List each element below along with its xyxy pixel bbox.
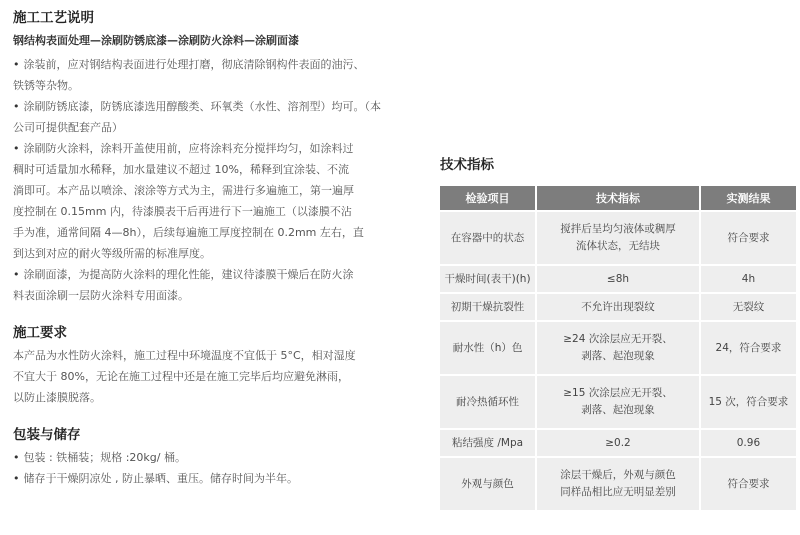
specs-table	[438, 184, 798, 512]
table-row	[440, 266, 796, 292]
cell-item: 耐冷热循环性	[440, 376, 535, 428]
cell-spec-line: ≤8h	[606, 272, 630, 285]
construction-bullet-line: 度控制在 0.15mm 内，待漆膜表干后再进行下一遍施工（以漆膜不沾	[13, 205, 352, 218]
table-row	[440, 458, 796, 510]
cell-spec	[537, 294, 699, 320]
cell-spec	[537, 458, 699, 510]
cell-item: 粘结强度 /Mpa	[440, 430, 535, 456]
construction-bullet-line: 到达到对应的耐火等级所需的标准厚度。	[13, 247, 211, 260]
cell-result: 15 次，符合要求	[701, 376, 796, 428]
cell-spec	[537, 430, 699, 456]
construction-bullet-line: 淌即可。本产品以喷涂、滚涂等方式为主，需进行多遍施工，第一遍厚	[13, 184, 354, 197]
header-spec: 技术指标	[537, 186, 699, 210]
construction-bullet-line: • 涂装前，应对钢结构表面进行处理打磨，彻底清除钢构件表面的油污、	[13, 54, 381, 75]
requirements-line: 本产品为水性防火涂料，施工过程中环境温度不宜低于 5°C，相对湿度	[13, 349, 356, 362]
requirements-text	[13, 345, 381, 408]
cell-spec-line: 流体状态，无结块	[575, 240, 660, 252]
cell-spec-line: 剥落、起泡现象	[581, 404, 655, 416]
cell-spec-line: ≥0.2	[605, 436, 631, 449]
cell-spec-line: 同样品相比应无明显差别	[560, 486, 676, 498]
cell-result: 0.96	[701, 430, 796, 456]
cell-result: 24，符合要求	[701, 322, 796, 374]
cell-item: 干燥时间(表干)(h)	[440, 266, 535, 292]
construction-bullet-line: • 涂刷防锈底漆，防锈底漆选用醇酸类、环氧类（水性、溶剂型）均可。（本	[13, 96, 381, 117]
construction-bullet-line: 料表面涂刷一层防火涂料专用面漆。	[13, 289, 189, 302]
construction-bullet-line: • 涂刷面漆，为提高防火涂料的理化性能，建议待漆膜干燥后在防火涂	[13, 264, 381, 285]
cell-result: 符合要求	[701, 212, 796, 264]
cell-spec-line: 剥落、起泡现象	[581, 350, 655, 362]
cell-spec-line: ≥15 次涂层应无开裂、	[563, 387, 673, 399]
construction-subtitle: 钢结构表面处理—涂刷防锈底漆—涂刷防火涂料—涂刷面漆	[13, 34, 299, 47]
construction-bullets	[13, 54, 381, 306]
left-column	[13, 8, 381, 489]
cell-result: 无裂纹	[701, 294, 796, 320]
cell-spec	[537, 322, 699, 374]
cell-spec	[537, 266, 699, 292]
construction-bullet-line: 手为准，通常间隔 4—8h），后续每遍施工厚度控制在 0.2mm 左右，直	[13, 226, 364, 239]
cell-spec-line: 不允许出现裂纹	[581, 300, 655, 313]
header-result: 实测结果	[701, 186, 796, 210]
cell-spec-line: 搅拌后呈均匀液体或稠厚	[560, 223, 676, 235]
table-row	[440, 430, 796, 456]
requirements-line: 以防止漆膜脱落。	[13, 391, 101, 404]
requirements-line: 不宜大于 80%，无论在施工过程中还是在施工完毕后均应避免淋雨，	[13, 370, 349, 383]
packaging-title: 包装与储存	[13, 427, 81, 443]
construction-bullet-line: 铁锈等杂物。	[13, 79, 79, 92]
cell-item: 外观与颜色	[440, 458, 535, 510]
cell-item: 耐水性（h）色	[440, 322, 535, 374]
table-row	[440, 294, 796, 320]
packaging-bullets	[13, 447, 381, 489]
cell-item: 在容器中的状态	[440, 212, 535, 264]
cell-item: 初期干燥抗裂性	[440, 294, 535, 320]
construction-bullet-line: • 涂刷防火涂料，涂料开盖使用前，应将涂料充分搅拌均匀，如涂料过	[13, 138, 381, 159]
right-column	[440, 155, 798, 512]
table-row	[440, 322, 796, 374]
packaging-bullet: • 储存于干燥阴凉处 , 防止暴晒、重压。储存时间为半年。	[13, 468, 381, 489]
specs-title: 技术指标	[440, 157, 494, 173]
cell-spec-line: ≥24 次涂层应无开裂、	[563, 333, 673, 345]
construction-bullet-line: 稠时可适量加水稀释，加水量建议不超过 10%，稀释到宜涂装、不流	[13, 163, 349, 176]
header-item: 检验项目	[440, 186, 535, 210]
cell-result: 4h	[701, 266, 796, 292]
requirements-title: 施工要求	[13, 325, 67, 341]
construction-bullet-line: 公司可提供配套产品）	[13, 121, 123, 134]
cell-spec-line: 涂层干燥后，外观与颜色	[560, 469, 676, 481]
cell-spec	[537, 376, 699, 428]
packaging-bullet: • 包装 : 铁桶装；规格 :20kg/ 桶。	[13, 447, 381, 468]
cell-spec	[537, 212, 699, 264]
construction-title: 施工工艺说明	[13, 10, 94, 26]
cell-result: 符合要求	[701, 458, 796, 510]
specs-header-row	[440, 186, 796, 210]
table-row	[440, 376, 796, 428]
table-row	[440, 212, 796, 264]
